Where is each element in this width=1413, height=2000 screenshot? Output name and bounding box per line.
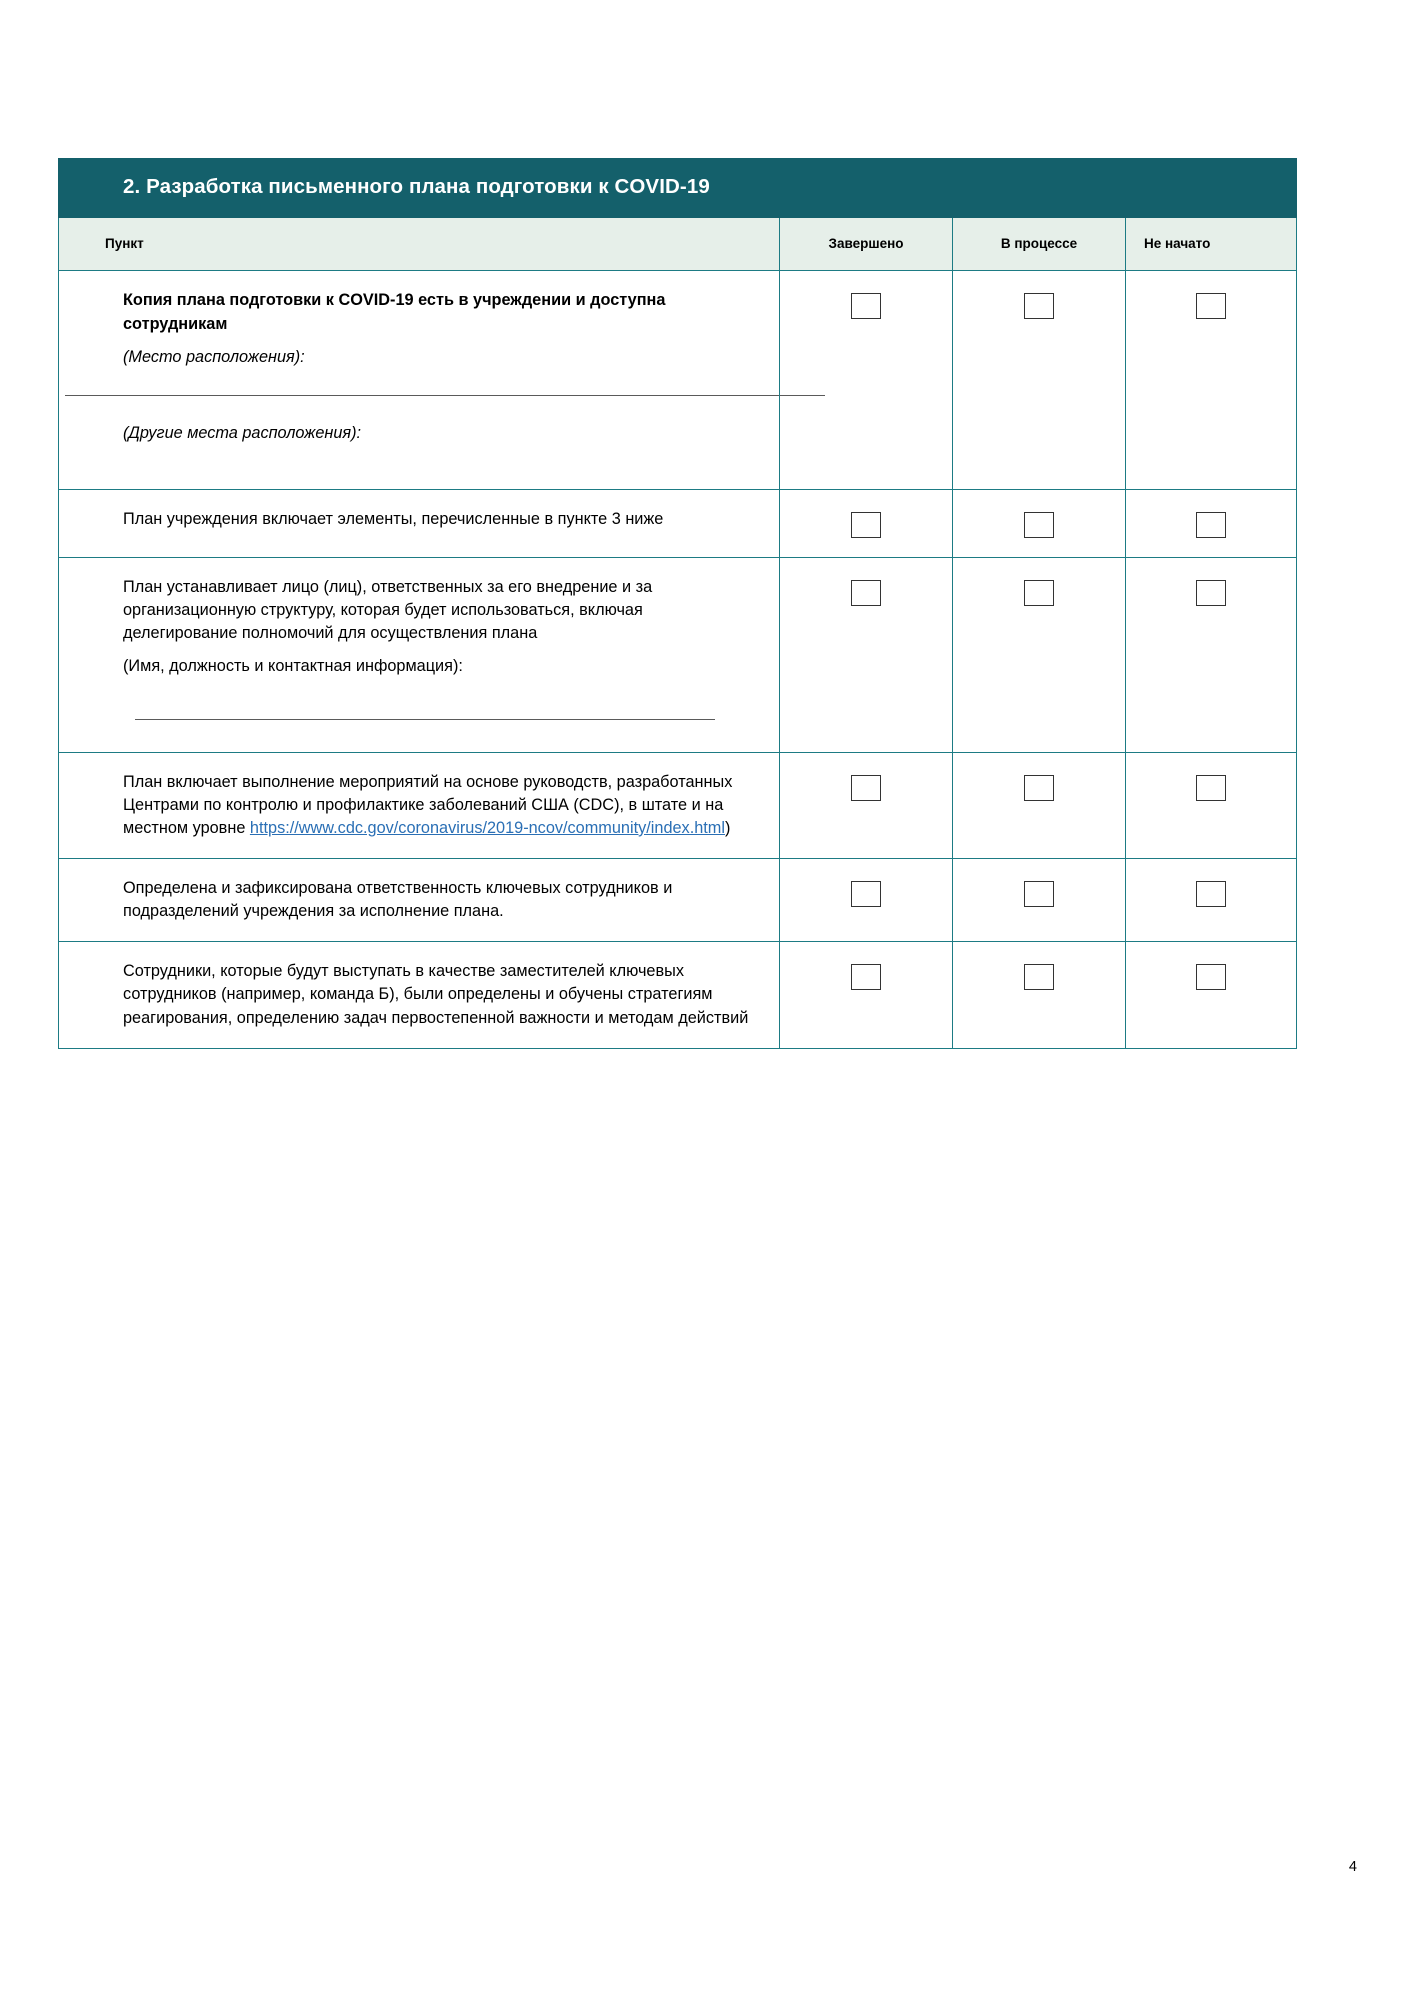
- row-1-item-cell: [59, 271, 780, 490]
- checkbox-completed[interactable]: [851, 580, 881, 606]
- row-3-completed-cell: [780, 558, 953, 753]
- row-4-not-started-cell: [1126, 752, 1297, 858]
- checkbox-completed[interactable]: [851, 512, 881, 538]
- column-header-item: Пункт: [59, 217, 780, 271]
- row-6-item-cell: [59, 942, 780, 1048]
- row-1-other-locations-label: (Другие места расположения):: [123, 423, 362, 442]
- column-header-in-progress: В процессе: [953, 217, 1126, 271]
- row-4-completed-cell: [780, 752, 953, 858]
- checkbox-in-progress[interactable]: [1024, 293, 1054, 319]
- row-2-item-cell: [59, 490, 780, 558]
- page-number: 4: [1348, 1859, 1357, 1875]
- table-row: [59, 752, 1297, 858]
- row-3-text: План устанавливает лицо (лиц), ответственных за его внедрение и за организационную структуру, которая будет использоваться, включая делегирование полномочий для осуществления плана: [123, 578, 653, 643]
- section-header-row: [59, 159, 1297, 218]
- checkbox-not-started[interactable]: [1196, 775, 1226, 801]
- table-header-row: [59, 217, 1297, 271]
- checkbox-in-progress[interactable]: [1024, 881, 1054, 907]
- table-row: [59, 859, 1297, 942]
- table-row: [59, 271, 1297, 490]
- row-6-in-progress-cell: [953, 942, 1126, 1048]
- row-2-in-progress-cell: [953, 490, 1126, 558]
- checkbox-completed[interactable]: [851, 964, 881, 990]
- checkbox-in-progress[interactable]: [1024, 775, 1054, 801]
- checkbox-completed[interactable]: [851, 293, 881, 319]
- row-2-text: План учреждения включает элементы, перечисленные в пункте 3 ниже: [123, 510, 664, 529]
- checkbox-not-started[interactable]: [1196, 512, 1226, 538]
- row-4-item-cell: [59, 752, 780, 858]
- row-4-in-progress-cell: [953, 752, 1126, 858]
- row-3-item-cell: [59, 558, 780, 753]
- column-header-completed: Завершено: [780, 217, 953, 271]
- row-5-item-cell: [59, 859, 780, 942]
- row-3-contact-line[interactable]: [135, 719, 715, 720]
- row-2-completed-cell: [780, 490, 953, 558]
- checkbox-not-started[interactable]: [1196, 881, 1226, 907]
- row-1-not-started-cell: [1126, 271, 1297, 490]
- checkbox-in-progress[interactable]: [1024, 964, 1054, 990]
- checkbox-not-started[interactable]: [1196, 293, 1226, 319]
- checkbox-in-progress[interactable]: [1024, 512, 1054, 538]
- row-4-text-before-link: План включает выполнение мероприятий на основе руководств, разработанных Центрами по контролю и профилактике заболеваний США (CDC), в штате и на местном уровне: [123, 772, 733, 837]
- column-header-not-started: Не начато: [1126, 217, 1297, 271]
- table-row: [59, 942, 1297, 1048]
- row-1-location-label: (Место расположения):: [123, 347, 305, 366]
- row-5-in-progress-cell: [953, 859, 1126, 942]
- checkbox-completed[interactable]: [851, 775, 881, 801]
- row-3-contact-label: (Имя, должность и контактная информация):: [123, 657, 463, 676]
- row-1-in-progress-cell: [953, 271, 1126, 490]
- row-2-not-started-cell: [1126, 490, 1297, 558]
- row-1-text: Копия плана подготовки к COVID-19 есть в учреждении и доступна сотрудникам: [123, 291, 666, 333]
- row-4-text-after-link: ): [724, 818, 731, 837]
- row-3-not-started-cell: [1126, 558, 1297, 753]
- row-1-completed-cell: [780, 271, 953, 490]
- section-header-cell: [59, 159, 1297, 218]
- table-row: [59, 490, 1297, 558]
- checkbox-in-progress[interactable]: [1024, 580, 1054, 606]
- preparedness-checklist-table: [58, 158, 1297, 1049]
- row-6-not-started-cell: [1126, 942, 1297, 1048]
- checkbox-completed[interactable]: [851, 881, 881, 907]
- cdc-community-link[interactable]: https://www.cdc.gov/coronavirus/2019-ncov/community/index.html: [249, 818, 725, 837]
- section-title: 2. Разработка письменного плана подготовки к COVID-19: [123, 175, 710, 198]
- row-6-completed-cell: [780, 942, 953, 1048]
- table-row: [59, 558, 1297, 753]
- row-5-text: Определена и зафиксирована ответственность ключевых сотрудников и подразделений учреждения за исполнение плана.: [123, 879, 673, 921]
- row-5-not-started-cell: [1126, 859, 1297, 942]
- row-6-text: Сотрудники, которые будут выступать в качестве заместителей ключевых сотрудников (например, команда Б), были определены и обучены стратегиям реагирования, определению задач первостепенной важности и методам действий: [123, 962, 749, 1027]
- checkbox-not-started[interactable]: [1196, 580, 1226, 606]
- checkbox-not-started[interactable]: [1196, 964, 1226, 990]
- row-5-completed-cell: [780, 859, 953, 942]
- row-3-in-progress-cell: [953, 558, 1126, 753]
